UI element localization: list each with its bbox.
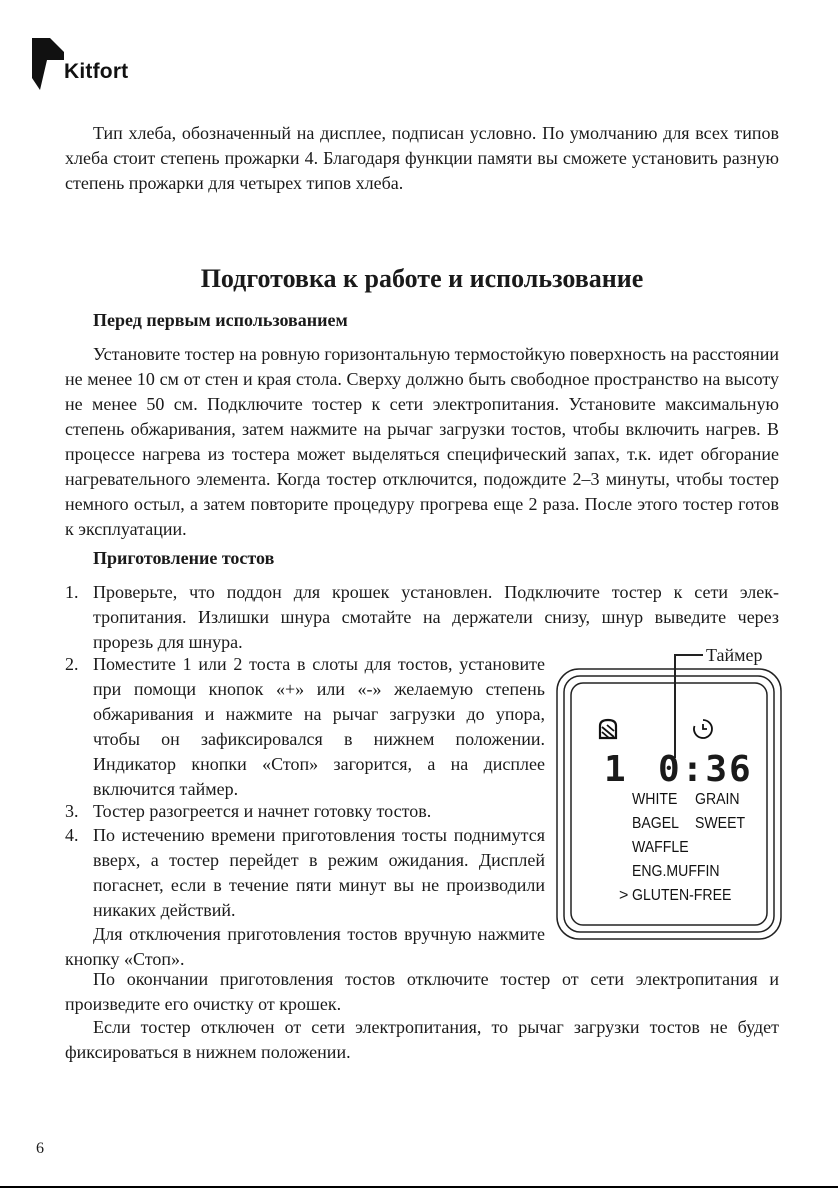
bread-type-waffle: WAFFLE [632,839,689,856]
bread-type-white: WHITE [632,791,678,808]
list-item-text: Поместите 1 или 2 тоста в слоты для тостов, установите при помощи кнопок «+» или «-» желаемую степень обжаривания и нажмите на рычаг загрузки до упора, чтобы он зафиксировался в нижнем положении. Индикатор кнопки «Стоп» загорится, а на дисплее включится таймер. [93,654,545,799]
section-title: Подготовка к работе и использование [200,264,644,293]
list-item [65,799,545,824]
bread-type-grain: GRAIN [695,791,740,808]
bread-type-sweet: SWEET [695,815,746,832]
timer-callout-line [675,654,703,656]
kitfort-logo-text: Kitfort [64,60,129,83]
toast-prep-title: Приготовление тостов [93,548,275,568]
intro-paragraph: Тип хлеба, обозначенный на дисплее, подписан условно. По умолчанию для всех типов хлеба стоит степень прожарки 4. Благодаря функции памяти вы сможете установить разную степень прожарки для четырех типов хлеба. [65,123,779,193]
timer-icon [691,717,715,741]
before-first-use-title: Перед первым использованием [93,310,348,330]
list-number: 4. [65,825,79,845]
list-number: 1. [65,582,79,602]
unplugged-paragraph: Если тостер отключен от сети электропитания, то рычаг загрузки тостов не будет фиксироваться в нижнем положении. [65,1017,779,1062]
timer-readout: 0:36 [658,749,753,790]
stop-paragraph: Для отключения приготовления тостов вручную нажмите кнопку «Стоп». [65,924,545,969]
list-number: 3. [65,801,79,821]
kitfort-logo-mark [30,38,64,90]
list-item [65,823,545,923]
list-item-text: Проверьте, что поддон для крошек установлен. Подключите тостер к сети электропитания. Излишки шнура смотайте на держатели снизу, шнур выведите через прорезь для шнура. [93,582,779,652]
selection-indicator: > [619,887,629,904]
toast-icon [597,718,619,740]
list-item-text: По истечению времени приготовления тосты поднимутся вверх, а тостер перейдет в режим ожидания. Дисплей погаснет, если в течение пяти минут вы не производили никаких действий. [93,825,545,920]
before-first-use-paragraph: Установите тостер на ровную горизонтальную термостойкую поверхность на расстоянии не менее 10 см от стен и края стола. Сверху должно быть свободное пространство на высоту не менее 50 см. Подключите тостер к сети электропитания. Установите максимальную степень обжаривания, затем нажмите на рычаг загрузки тостов, чтобы включить нагрев. В процессе нагрева из тостера может выделяться специфический запах, т.к. идет обгорание нагревательного элемента. Когда тостер отключится, подождите 2–3 минуты, чтобы тостер немного остыл, а затем повторите процедуру прогрева еще 2 раза. После этого тостер готов к эксплуатации. [65,344,779,539]
timer-label: Таймер [706,645,763,665]
list-item-text: Тостер разогреется и начнет готовку тостов. [93,801,432,821]
list-item [65,652,545,802]
page-number: 6 [36,1140,44,1157]
slot-digit: 1 [604,749,628,790]
list-item [65,580,779,655]
bread-type-gluten-free: GLUTEN-FREE [632,887,732,904]
list-number: 2. [65,654,79,674]
bread-type-eng-muffin: ENG.MUFFIN [632,863,720,880]
kitfort-logo [30,38,170,92]
after-cooking-paragraph: По окончании приготовления тостов отключите тостер от сети электропитания и произведите его очистку от крошек. [65,969,779,1014]
bread-type-bagel: BAGEL [632,815,679,832]
